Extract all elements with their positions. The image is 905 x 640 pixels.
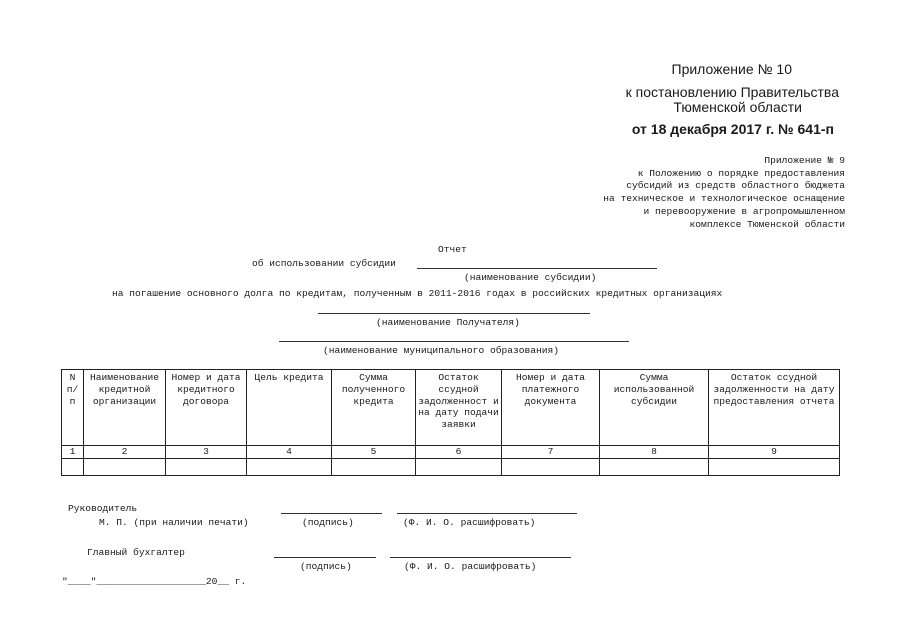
col-header-number: N п/ п (62, 370, 84, 446)
region-name: Тюменской области (673, 99, 802, 115)
table-row (62, 459, 840, 476)
table-cell (416, 459, 502, 476)
table-cell (709, 459, 840, 476)
subsidy-use-label: об использовании субсидии (252, 258, 396, 269)
col-number: 7 (502, 446, 600, 459)
date-line: "____"___________________20__ г. (62, 576, 247, 587)
table-cell (502, 459, 600, 476)
accountant-signature-line (274, 557, 376, 558)
appendix-title: Приложение № 10 (671, 61, 792, 77)
head-name-hint: (Ф. И. О. расшифровать) (403, 517, 536, 528)
head-signature-line (281, 513, 382, 514)
accountant-name-line (390, 557, 571, 558)
table-cell (600, 459, 709, 476)
table-cell (166, 459, 247, 476)
decree-date: от 18 декабря 2017 г. № 641-п (631, 121, 834, 137)
col-header-contract: Номер и дата кредитного договора (166, 370, 247, 446)
head-name-line (397, 513, 577, 514)
subsidy-name-line (417, 268, 657, 269)
head-signature-hint: (подпись) (302, 517, 354, 528)
head-label: Руководитель (68, 503, 138, 514)
col-header-balance-report: Остаток ссудной задолженности на дату предоставления отчета (709, 370, 840, 446)
accountant-name-hint: (Ф. И. О. расшифровать) (404, 561, 537, 572)
col-number: 3 (166, 446, 247, 459)
decree-reference: к постановлению Правительства (625, 84, 839, 100)
col-number: 5 (332, 446, 416, 459)
sub-appendix (603, 155, 845, 231)
municipality-line (279, 341, 629, 342)
col-number: 9 (709, 446, 840, 459)
col-number: 6 (416, 446, 502, 459)
col-number: 2 (84, 446, 166, 459)
report-title: Отчет (438, 244, 467, 255)
municipality-hint: (наименование муниципального образования) (323, 345, 560, 356)
sub-appendix-line: к Положению о порядке предоставления (637, 167, 845, 179)
col-header-subsidy-used: Сумма использованной субсидии (600, 370, 709, 446)
recipient-line (318, 313, 590, 314)
col-number: 4 (247, 446, 332, 459)
sub-appendix-line: на техническое и технологическое оснащение (603, 193, 845, 205)
recipient-hint: (наименование Получателя) (376, 317, 520, 328)
table-cell (247, 459, 332, 476)
report-table (61, 369, 840, 476)
col-header-purpose: Цель кредита (247, 370, 332, 446)
col-header-payment-doc: Номер и дата платежного документа (502, 370, 600, 446)
table-number-row (62, 446, 840, 459)
subsidy-name-hint: (наименование субсидии) (464, 272, 597, 283)
sub-appendix-line: комплексе Тюменской области (689, 218, 845, 230)
table-cell (84, 459, 166, 476)
table-cell (332, 459, 416, 476)
col-number: 1 (62, 446, 84, 459)
accountant-label: Главный бухгалтер (87, 547, 185, 558)
sub-appendix-line: субсидий из средств областного бюджета (626, 180, 845, 192)
accountant-signature-hint: (подпись) (300, 561, 352, 572)
sub-appendix-line: и перевооружение в агропромышленном (643, 205, 845, 217)
col-header-loan-amount: Сумма полученного кредита (332, 370, 416, 446)
col-number: 8 (600, 446, 709, 459)
col-header-bank: Наименование кредитной организации (84, 370, 166, 446)
sub-appendix-line: Приложение № 9 (764, 155, 845, 166)
col-header-balance-application: Остаток ссудной задолженност и на дату подачи заявки (416, 370, 502, 446)
stamp-note: М. П. (при наличии печати) (99, 517, 249, 528)
table-cell (62, 459, 84, 476)
table-header-row (62, 370, 840, 446)
report-purpose: на погашение основного долга по кредитам, полученным в 2011-2016 годах в российских кредитных организациях (112, 288, 723, 299)
